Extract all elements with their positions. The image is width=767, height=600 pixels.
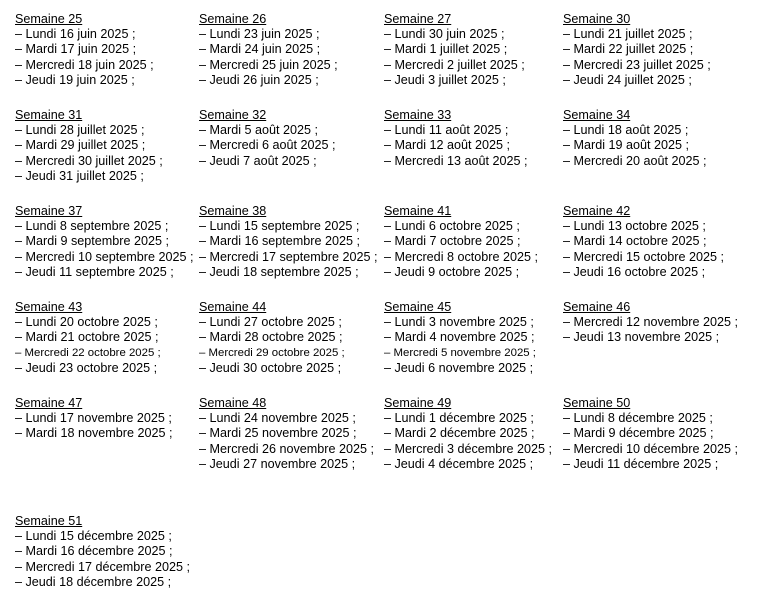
day-entry: – Jeudi 30 octobre 2025 ;	[199, 360, 342, 375]
day-entry: – Mardi 21 octobre 2025 ;	[15, 330, 159, 345]
day-entry: – Mercredi 20 août 2025 ;	[563, 153, 707, 168]
day-entry: – Mercredi 6 août 2025 ;	[199, 138, 336, 153]
day-entry: – Mardi 19 août 2025 ;	[563, 138, 690, 153]
week-title: Semaine 49	[384, 396, 452, 410]
day-entry: – Mercredi 17 septembre 2025 ;	[199, 249, 378, 264]
week-title: Semaine 51	[15, 514, 83, 528]
week-title: Semaine 50	[563, 396, 631, 410]
week-title: Semaine 27	[384, 12, 452, 26]
week-block	[384, 204, 574, 280]
day-entry: – Mercredi 15 octobre 2025 ;	[563, 249, 725, 264]
day-entry: – Mercredi 18 juin 2025 ;	[15, 57, 154, 72]
day-entry: – Mardi 16 décembre 2025 ;	[15, 544, 173, 559]
week-title: Semaine 45	[384, 300, 452, 314]
day-entry: – Mercredi 3 décembre 2025 ;	[384, 441, 553, 456]
week-block	[384, 396, 574, 472]
day-entry: – Jeudi 24 juillet 2025 ;	[563, 72, 692, 87]
day-entry: – Lundi 17 novembre 2025 ;	[15, 411, 172, 426]
day-entry: – Lundi 23 juin 2025 ;	[199, 27, 320, 42]
day-entry: – Mercredi 12 novembre 2025 ;	[563, 315, 739, 330]
week-title: Semaine 48	[199, 396, 267, 410]
day-entry: – Jeudi 16 octobre 2025 ;	[563, 264, 706, 279]
day-entry: – Lundi 11 août 2025 ;	[384, 123, 509, 138]
day-entry: – Lundi 30 juin 2025 ;	[384, 27, 505, 42]
day-entry: – Lundi 21 juillet 2025 ;	[563, 27, 693, 42]
week-block	[15, 514, 205, 590]
day-entry: – Mardi 18 novembre 2025 ;	[15, 426, 173, 441]
day-entry: – Lundi 28 juillet 2025 ;	[15, 123, 145, 138]
day-entry: – Lundi 20 octobre 2025 ;	[15, 315, 158, 330]
week-block	[15, 396, 205, 442]
week-title: Semaine 44	[199, 300, 267, 314]
week-title: Semaine 26	[199, 12, 267, 26]
week-title: Semaine 25	[15, 12, 83, 26]
day-entry: – Mercredi 22 octobre 2025 ;	[15, 346, 161, 359]
day-entry: – Mardi 12 août 2025 ;	[384, 138, 511, 153]
day-entry: – Lundi 16 juin 2025 ;	[15, 27, 136, 42]
day-entry: – Mercredi 10 septembre 2025 ;	[15, 249, 194, 264]
day-entry: – Lundi 15 décembre 2025 ;	[15, 529, 172, 544]
day-entry: – Mardi 4 novembre 2025 ;	[384, 330, 535, 345]
day-entry: – Mardi 29 juillet 2025 ;	[15, 138, 146, 153]
week-title: Semaine 32	[199, 108, 267, 122]
day-entry: – Lundi 13 octobre 2025 ;	[563, 219, 706, 234]
week-block	[563, 12, 753, 88]
day-entry: – Mardi 5 août 2025 ;	[199, 123, 319, 138]
day-entry: – Lundi 1 décembre 2025 ;	[384, 411, 534, 426]
day-entry: – Lundi 24 novembre 2025 ;	[199, 411, 356, 426]
day-entry: – Mercredi 23 juillet 2025 ;	[563, 57, 711, 72]
day-entry: – Jeudi 13 novembre 2025 ;	[563, 330, 720, 345]
day-entry: – Mardi 24 juin 2025 ;	[199, 42, 321, 57]
day-entry: – Jeudi 26 juin 2025 ;	[199, 72, 319, 87]
week-title: Semaine 42	[563, 204, 631, 218]
day-entry: – Mardi 28 octobre 2025 ;	[199, 330, 343, 345]
week-block	[15, 300, 205, 376]
day-entry: – Mardi 7 octobre 2025 ;	[384, 234, 521, 249]
day-entry: – Jeudi 27 novembre 2025 ;	[199, 456, 356, 471]
day-entry: – Mercredi 13 août 2025 ;	[384, 153, 528, 168]
week-block	[15, 108, 205, 184]
week-title: Semaine 31	[15, 108, 83, 122]
day-entry: – Mardi 17 juin 2025 ;	[15, 42, 137, 57]
day-entry: – Jeudi 31 juillet 2025 ;	[15, 168, 144, 183]
day-entry: – Jeudi 19 juin 2025 ;	[15, 72, 135, 87]
week-block	[199, 396, 389, 472]
day-entry: – Mercredi 17 décembre 2025 ;	[15, 559, 191, 574]
week-title: Semaine 43	[15, 300, 83, 314]
day-entry: – Lundi 8 septembre 2025 ;	[15, 219, 169, 234]
day-entry: – Jeudi 9 octobre 2025 ;	[384, 264, 520, 279]
week-block	[199, 12, 389, 88]
week-block	[384, 108, 574, 169]
week-block	[15, 204, 205, 280]
day-entry: – Mardi 22 juillet 2025 ;	[563, 42, 694, 57]
week-title: Semaine 47	[15, 396, 83, 410]
week-title: Semaine 33	[384, 108, 452, 122]
week-title: Semaine 41	[384, 204, 452, 218]
day-entry: – Mardi 9 septembre 2025 ;	[15, 234, 170, 249]
day-entry: – Mardi 1 juillet 2025 ;	[384, 42, 508, 57]
day-entry: – Lundi 6 octobre 2025 ;	[384, 219, 520, 234]
week-title: Semaine 38	[199, 204, 267, 218]
day-entry: – Lundi 8 décembre 2025 ;	[563, 411, 713, 426]
day-entry: – Jeudi 7 août 2025 ;	[199, 153, 317, 168]
day-entry: – Jeudi 18 septembre 2025 ;	[199, 264, 359, 279]
day-entry: – Jeudi 4 décembre 2025 ;	[384, 456, 534, 471]
week-title: Semaine 37	[15, 204, 83, 218]
week-title: Semaine 30	[563, 12, 631, 26]
week-block	[563, 108, 753, 169]
day-entry: – Mercredi 29 octobre 2025 ;	[199, 346, 345, 359]
week-block	[563, 300, 753, 346]
day-entry: – Jeudi 6 novembre 2025 ;	[384, 360, 534, 375]
day-entry: – Mercredi 30 juillet 2025 ;	[15, 153, 163, 168]
day-entry: – Jeudi 11 septembre 2025 ;	[15, 264, 174, 279]
day-entry: – Mardi 9 décembre 2025 ;	[563, 426, 714, 441]
day-entry: – Mercredi 8 octobre 2025 ;	[384, 249, 539, 264]
day-entry: – Jeudi 11 décembre 2025 ;	[563, 456, 719, 471]
day-entry: – Lundi 18 août 2025 ;	[563, 123, 689, 138]
week-block	[384, 300, 574, 376]
day-entry: – Mercredi 2 juillet 2025 ;	[384, 57, 525, 72]
day-entry: – Lundi 27 octobre 2025 ;	[199, 315, 342, 330]
day-entry: – Lundi 15 septembre 2025 ;	[199, 219, 360, 234]
day-entry: – Mercredi 10 décembre 2025 ;	[563, 441, 739, 456]
week-title: Semaine 34	[563, 108, 631, 122]
week-title: Semaine 46	[563, 300, 631, 314]
day-entry: – Lundi 3 novembre 2025 ;	[384, 315, 534, 330]
day-entry: – Mercredi 25 juin 2025 ;	[199, 57, 338, 72]
week-block	[199, 300, 389, 376]
week-block	[15, 12, 205, 88]
week-block	[563, 396, 753, 472]
day-entry: – Mercredi 5 novembre 2025 ;	[384, 346, 536, 359]
week-block	[563, 204, 753, 280]
day-entry: – Jeudi 23 octobre 2025 ;	[15, 360, 158, 375]
day-entry: – Mardi 2 décembre 2025 ;	[384, 426, 535, 441]
day-entry: – Jeudi 18 décembre 2025 ;	[15, 574, 172, 589]
day-entry: – Mardi 14 octobre 2025 ;	[563, 234, 707, 249]
day-entry: – Mercredi 26 novembre 2025 ;	[199, 441, 375, 456]
day-entry: – Jeudi 3 juillet 2025 ;	[384, 72, 506, 87]
week-block	[384, 12, 574, 88]
week-block	[199, 108, 389, 169]
day-entry: – Mardi 25 novembre 2025 ;	[199, 426, 357, 441]
day-entry: – Mardi 16 septembre 2025 ;	[199, 234, 361, 249]
week-block	[199, 204, 389, 280]
